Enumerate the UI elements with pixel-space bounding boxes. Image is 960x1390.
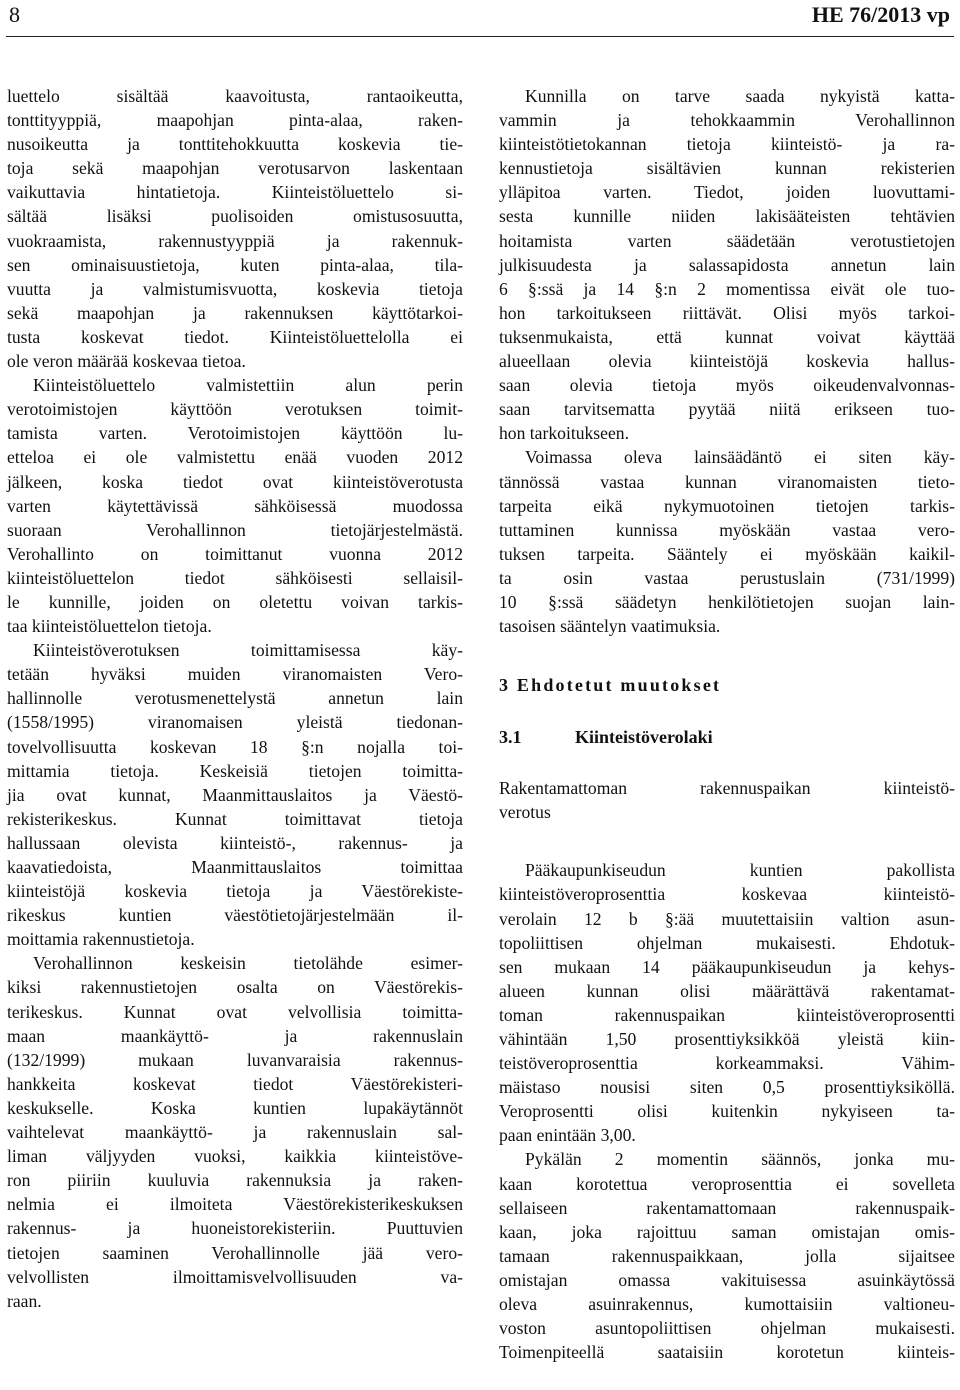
text-line: Verohallinnon keskeisin tietolähde esimer- bbox=[33, 953, 463, 974]
text-line: alueen kunnan olisi määrättävä rakentamat- bbox=[499, 980, 955, 1001]
text-line: jia ovat kunnat, Maanmittauslaitos ja Väestö- bbox=[7, 784, 463, 805]
text-line: paan enintään 3,00. bbox=[499, 1125, 636, 1146]
text-line: saan tarvitsematta pyytää niitä erikseen tuo- bbox=[499, 399, 955, 420]
text-line: tasoisen sääntelyn vaatimuksia. bbox=[499, 616, 721, 637]
text-line: tarpeita eikä nykymuotoinen tietojen tarkis- bbox=[499, 495, 955, 516]
section-heading: 3 Ehdotetut muutokset bbox=[499, 675, 722, 696]
text-line: vaihtelevat maankäyttö- ja rakennuslain sal- bbox=[7, 1122, 463, 1143]
subsection-title: Kiinteistöverolaki bbox=[575, 727, 713, 748]
text-line: le kunnille, joiden on oletettu voivan tarkis- bbox=[7, 591, 463, 612]
text-line: toman rakennuspaikan kiinteistöveroprosentti bbox=[499, 1004, 955, 1025]
text-line: vähintään 1,50 prosenttiyksikköä yleistä kiin- bbox=[499, 1029, 955, 1049]
text-line: hon tarkoitukseen riittävät. Olisi myös tarkoi- bbox=[499, 302, 955, 323]
text-line: tetään hyväksi muiden viranomaisten Vero- bbox=[7, 664, 463, 685]
text-line: maan maankäyttö- ja rakennuslain bbox=[7, 1025, 463, 1046]
text-line: ta osin vastaa perustuslain (731/1999) bbox=[499, 567, 955, 588]
text-line: mittamia tietoja. Keskeisiä tietojen toimitta- bbox=[7, 760, 463, 781]
text-line: kaan korotettua veroprosenttia ei sovelleta bbox=[499, 1173, 955, 1194]
document-id: HE 76/2013 vp bbox=[811, 2, 950, 27]
text-line: mäistaso nousisi siten 0,5 prosenttiyksiköllä. bbox=[499, 1077, 955, 1098]
text-line: 6 §:ssä ja 14 §:n 2 momentissa eivät ole tuo- bbox=[499, 278, 955, 299]
text-line: Pykälän 2 momentin säännös, jonka mu- bbox=[525, 1149, 955, 1170]
text-line: tuksenmukaista, että kunnat voivat käyttää bbox=[499, 326, 955, 347]
text-line: julkisuudesta ja salassapidosta annetun lain bbox=[499, 254, 955, 275]
text-line: hon tarkoitukseen. bbox=[499, 423, 629, 444]
text-line: nusoikeutta ja tonttitehokkuutta koskevia tie- bbox=[7, 134, 463, 155]
text-line: verotoimistojen käyttöön verotuksen toimit- bbox=[7, 399, 463, 420]
text-line: velvollisten ilmoittamisvelvollisuuden va- bbox=[7, 1266, 463, 1287]
text-line: (1558/1995) viranomaisen yleistä tiedonan- bbox=[7, 712, 463, 733]
text-line: raan. bbox=[7, 1290, 42, 1311]
text-line: ole veron määrää koskevaa tietoa. bbox=[7, 351, 246, 372]
text-line: Kunnilla on tarve saada nykyistä katta- bbox=[525, 86, 955, 106]
text-line: kaavatiedoista, Maanmittauslaitos toimittaa bbox=[7, 857, 463, 877]
text-line: alueellaan olevia kiinteistöjä koskevia hallus- bbox=[499, 351, 955, 372]
text-line: (132/1999) mukaan luvanvaraisia rakennus- bbox=[7, 1049, 463, 1070]
text-line: kaan, joka rajoittuu saman omistajan omis- bbox=[499, 1221, 955, 1242]
text-line: hallussaan olevista kiinteistö-, rakennus- ja bbox=[7, 832, 463, 853]
text-line: 10 §:ssä säädetyn henkilötietojen suojan lain- bbox=[499, 591, 955, 612]
text-line: kiinteistöluettelon tiedot sähköisesti sellaisil- bbox=[7, 567, 463, 588]
text-line: hoitamista varten säädetään verotustietojen bbox=[499, 230, 955, 251]
text-line: kennustietoja sisältävien kunnan rekisterien bbox=[499, 158, 955, 179]
text-line: oleva asuinrakennus, kumottaisiin valtioneu- bbox=[499, 1294, 955, 1315]
text-line: luettelo sisältää kaavoitusta, rantaoikeutta, bbox=[7, 86, 463, 106]
text-line: tamaan rakennuspaikkaan, jolla sijaitsee bbox=[499, 1245, 955, 1266]
text-line: rekisterikeskus. Kunnat toimittavat tietoja bbox=[7, 808, 463, 829]
text-line: Verohallinto on toimittanut vuonna 2012 bbox=[7, 543, 463, 564]
text-line: verolain 12 b §:ää muutettaisiin valtion asun- bbox=[499, 908, 955, 929]
text-line: Kiinteistöverotuksen toimittamisessa käy- bbox=[33, 640, 463, 661]
text-line: toja sekä maapohjan verotusarvon laskentaan bbox=[7, 158, 463, 179]
text-line: etteloa ei ole valmistettu enää vuoden 2012 bbox=[7, 447, 463, 468]
text-line: Voimassa oleva lainsäädäntö ei siten käy- bbox=[525, 447, 955, 468]
text-line: tonttityyppiä, maapohjan pinta-alaa, raken- bbox=[7, 110, 463, 131]
text-line: Kiinteistöluettelo valmistettiin alun perin bbox=[33, 375, 463, 396]
text-line: teistöveroprosenttia korkeammaksi. Vähim- bbox=[499, 1053, 955, 1074]
text-line: omistajan omassa vakituisessa asuinkäytössä bbox=[499, 1269, 955, 1290]
text-line: vuutta ja valmistumisvuotta, koskevia tietoja bbox=[7, 278, 463, 299]
text-line: voston asuntopoliittisen ohjelman mukaisesti. bbox=[499, 1318, 955, 1339]
text-line: tietojen saaminen Verohallinnolle jää vero- bbox=[7, 1242, 463, 1263]
text-line: tusta koskevat tiedot. Kiinteistöluettelolla ei bbox=[7, 326, 463, 347]
text-line: rakennus- ja huoneistorekisteriin. Puuttuvien bbox=[7, 1218, 463, 1239]
text-line: terikeskus. Kunnat ovat velvollisia toimitta- bbox=[7, 1001, 463, 1022]
text-line: taa kiinteistöluettelon tietoja. bbox=[7, 616, 212, 637]
text-line: suoraan Verohallinnon tietojärjestelmästä. bbox=[7, 519, 463, 540]
text-line: ron piiriin kuuluvia rakennuksia ja raken- bbox=[7, 1170, 463, 1191]
text-line: varten käytettävissä sähköisessä muodossa bbox=[7, 495, 463, 516]
text-line: jälkeen, koska tiedot ovat kiinteistöverotusta bbox=[7, 471, 463, 492]
text-line: kiinteistöveroprosenttia koskevaa kiinteistö- bbox=[499, 884, 955, 905]
subsection-heading bbox=[499, 724, 955, 750]
text-line: vuokraamista, rakennustyyppiä ja rakennuk- bbox=[7, 230, 463, 251]
text-line: sesta kunnille niiden lakisääteisten tehtävien bbox=[499, 206, 955, 227]
subheading-line: verotus bbox=[499, 802, 551, 823]
text-line: tännössä vastaa kunnan viranomaisten tieto- bbox=[499, 471, 955, 492]
text-line: sen mukaan 14 pääkaupunkiseudun ja kehys- bbox=[499, 956, 955, 977]
text-line: sekä maapohjan ja rakennuksen käyttötarkoi- bbox=[7, 302, 463, 323]
text-line: kiinteistötietokannan tietoja kiinteistö- ja ra- bbox=[499, 134, 955, 155]
text-line: saan olevia tietoja myös oikeudenvalvonnas- bbox=[499, 375, 955, 396]
text-line: hankkeita koskevat tiedot Väestörekisteri- bbox=[7, 1073, 463, 1094]
right-column-paragraphs bbox=[499, 858, 955, 1364]
text-line: ylläpitoa varten. Tiedot, joiden luovuttami- bbox=[499, 182, 955, 203]
text-line: hallinnolle verotusmenettelystä annetun lain bbox=[7, 688, 463, 709]
text-line: moittamia rakennustietoja. bbox=[7, 929, 195, 950]
text-line: sen ominaisuustietoja, kuten pinta-alaa, tila- bbox=[7, 254, 463, 275]
subheading-line: Rakentamattoman rakennuspaikan kiinteistö- bbox=[499, 778, 955, 799]
subsection-number: 3.1 bbox=[499, 727, 522, 748]
text-line: keskukselle. Koska kuntien lupakäytännöt bbox=[7, 1097, 463, 1118]
text-line: sellaiseen rakentamattomaan rakennuspaik- bbox=[499, 1197, 955, 1218]
text-line: nelmia ei ilmoiteta Väestörekisterikeskuksen bbox=[7, 1194, 463, 1215]
text-line: vaikuttavia hintatietoja. Kiinteistöluettelo si- bbox=[7, 182, 463, 203]
text-line: kiinteistöjä koskevia tietoja ja Väestörekiste- bbox=[7, 881, 463, 902]
text-line: tovelvollisuutta koskevan 18 §:n nojalla toi- bbox=[7, 736, 463, 757]
text-line: kiksi rakennustietojen osalta on Väestörekis- bbox=[7, 977, 463, 998]
right-column-paragraphs bbox=[499, 84, 955, 638]
text-line: Pääkaupunkiseudun kuntien pakollista bbox=[525, 860, 955, 881]
right-column bbox=[499, 84, 955, 1364]
text-line: vammin ja tehokkaammin Verohallinnon bbox=[499, 110, 955, 131]
header-divider bbox=[6, 36, 954, 37]
page-number: 8 bbox=[9, 2, 20, 27]
text-line: Toimenpiteellä saataisiin korotetun kiinteis- bbox=[499, 1342, 955, 1363]
text-line: sältää lisäksi puolisoiden omistusosuutta, bbox=[7, 206, 463, 227]
text-line: tuttaminen kunnissa myöskään vastaa vero- bbox=[499, 519, 955, 540]
text-line: Veroprosentti olisi kuitenkin nykyiseen ta- bbox=[499, 1101, 955, 1122]
text-line: rikeskus kuntien väestötietojärjestelmään il- bbox=[7, 905, 463, 926]
text-line: liman väljyyden vuoksi, kaikkia kiinteistöve- bbox=[7, 1146, 463, 1167]
text-line: tamista varten. Verotoimistojen käyttöön lu- bbox=[7, 423, 463, 444]
text-line: topoliittisen ohjelman mukaisesti. Ehdotuk- bbox=[499, 932, 955, 953]
text-line: tuksen tarpeita. Sääntely ei myöskään kaikil- bbox=[499, 543, 955, 564]
left-column bbox=[7, 84, 463, 1313]
